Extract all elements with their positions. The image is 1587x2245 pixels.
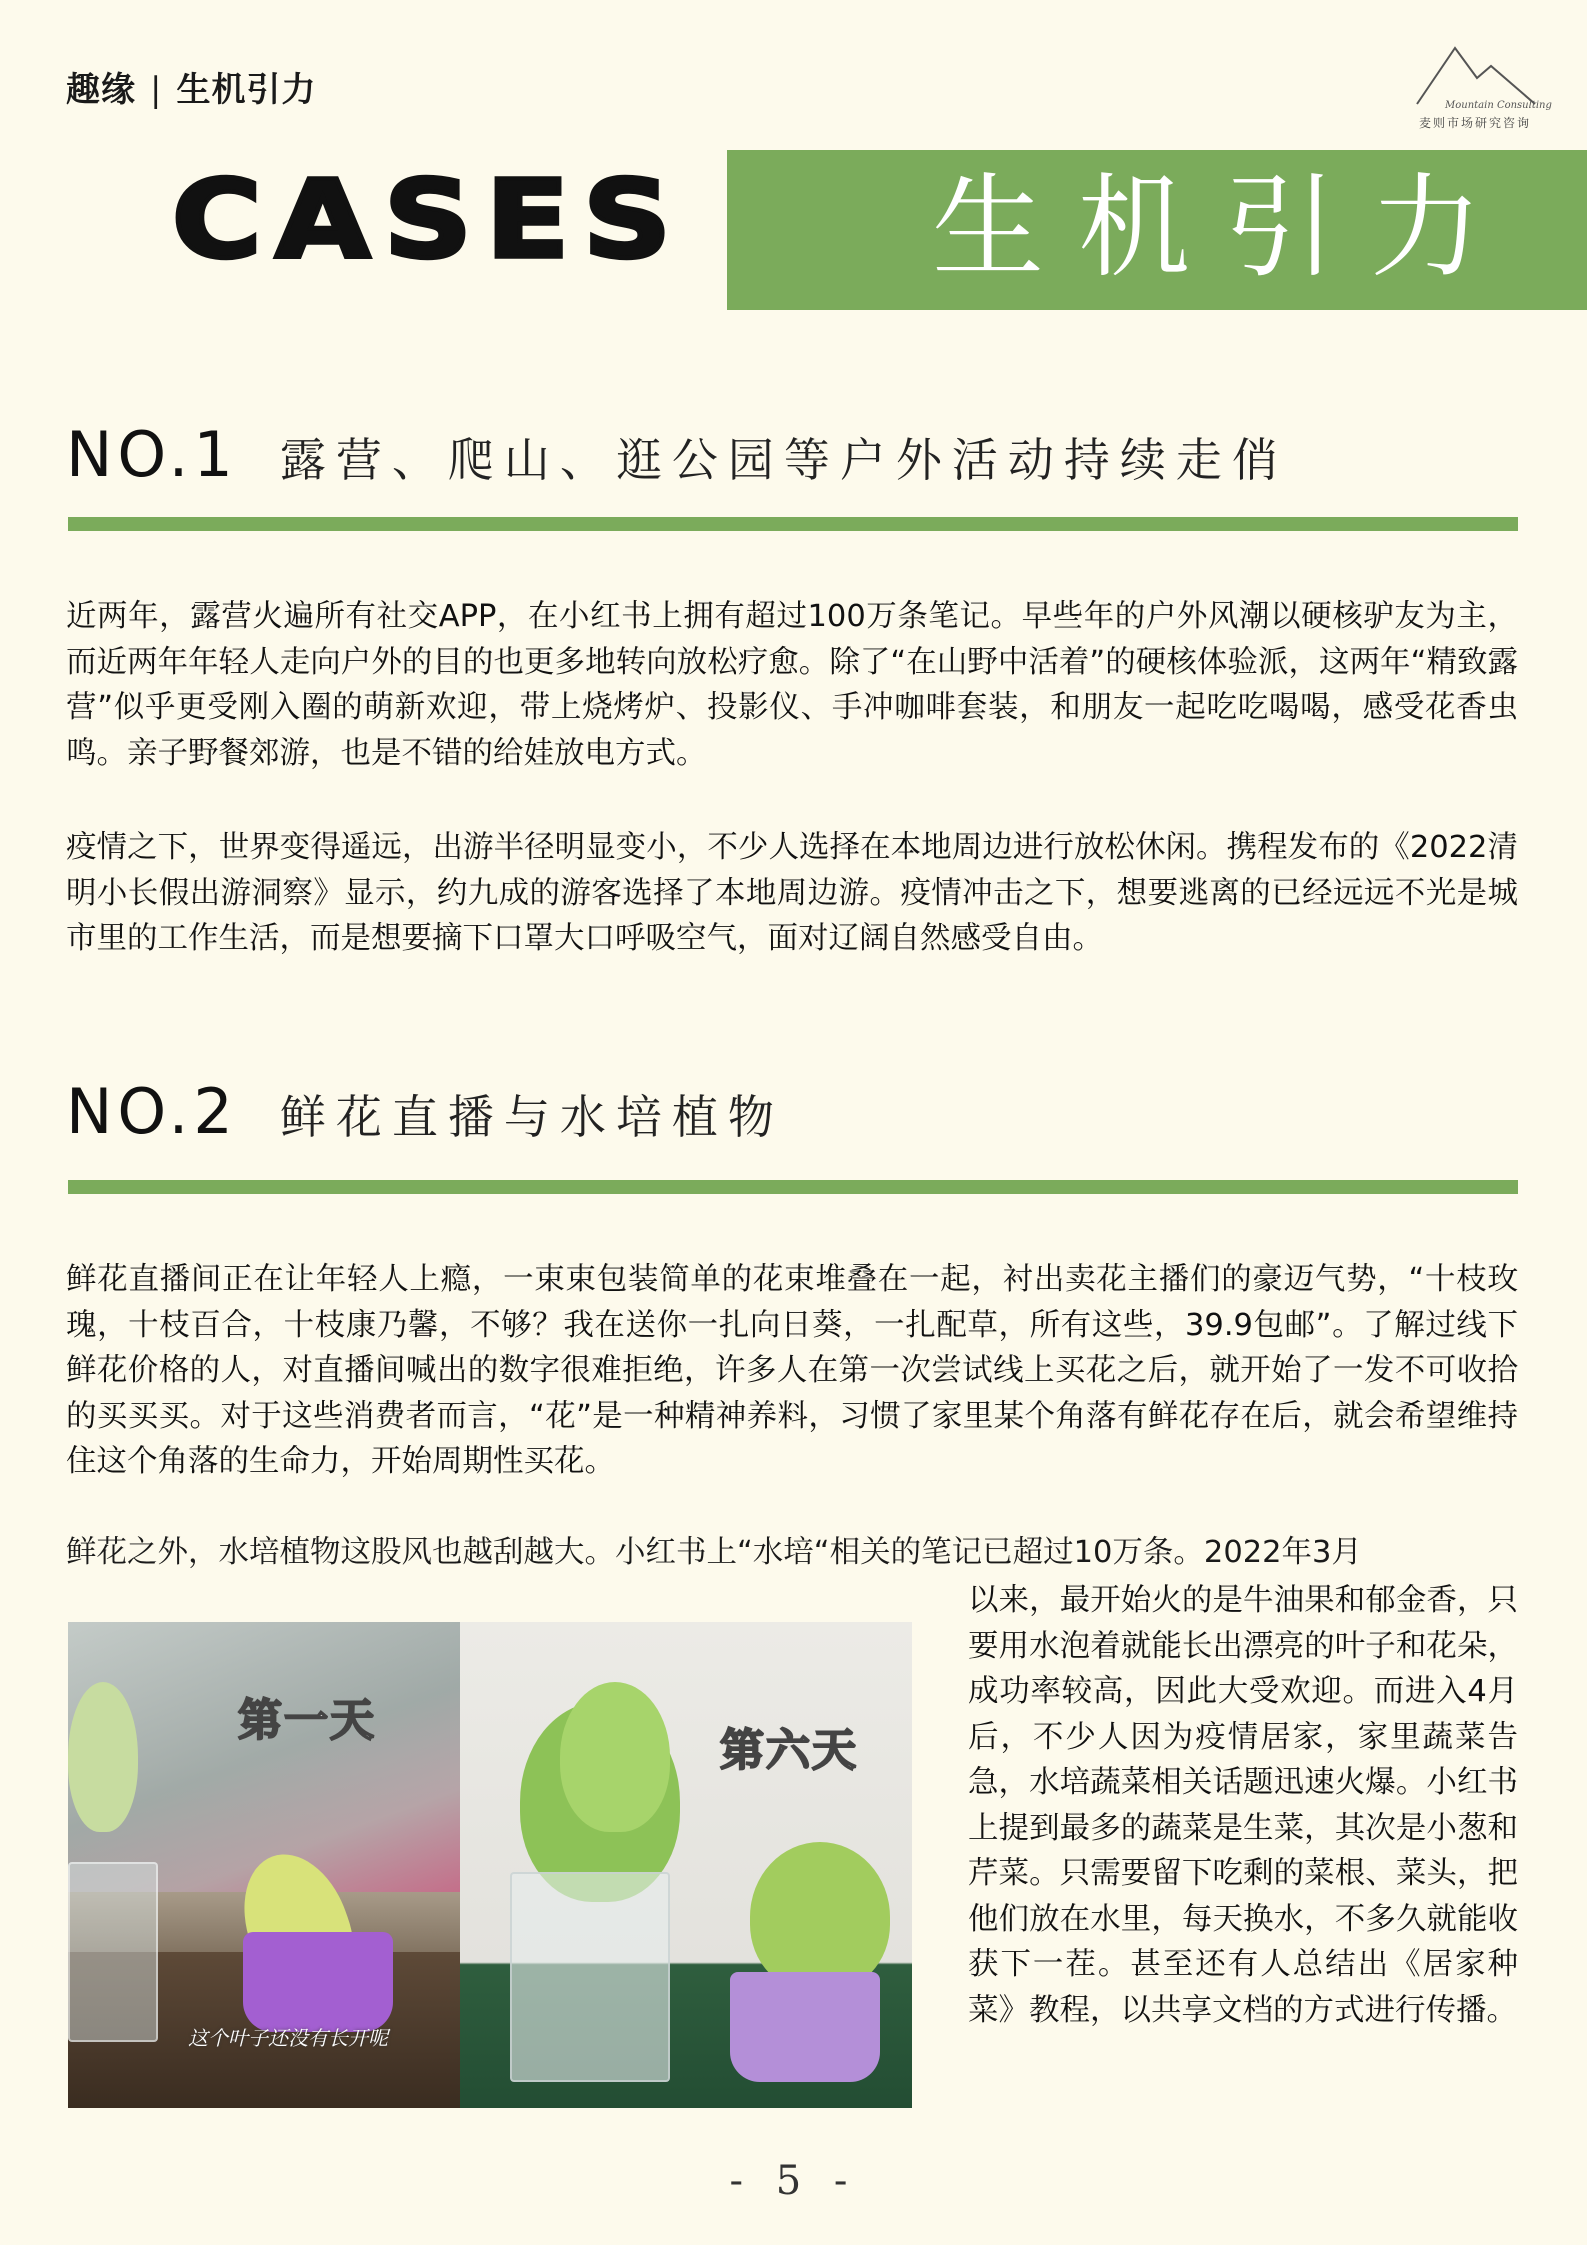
section-2-paragraph-2-body: 以来，最开始火的是牛油果和郁金香，只要用水泡着就能长出漂亮的叶子和花朵，成功率较高，因此大受欢迎。而进入4月后，不少人因为疫情居家，家里蔬菜告急，水培蔬菜相关话题迅速火爆。小红书上提到最多的蔬菜是生菜，其次是小葱和芹菜。只需要留下吃剩的菜根、菜头，把他们放在水里，每天换水，不多久就能收获下一茬。甚至还有人总结出《居家种菜》教程，以共享文档的方式进行传播。 [968, 1583, 1518, 2028]
section-1-heading [66, 418, 1288, 491]
section-2-divider [68, 1180, 1518, 1194]
section-1-divider [68, 517, 1518, 531]
section-2-title: 鲜花直播与水培植物 [279, 1090, 784, 1144]
photo-caption: 这个叶子还没有长开呢 [188, 2026, 388, 2050]
section-1-paragraph-2: 疫情之下，世界变得遥远，出游半径明显变小，不少人选择在本地周边进行放松休闲。携程发布的《2022清明小长假出游洞察》显示，约九成的游客选择了本地周边游。疫情冲击之下，想要逃离的已经远远不光是城市里的工作生活，而是想要摘下口罩大口呼吸空气，面对辽阔自然感受自由。 [66, 830, 1518, 956]
header-topic: 生机引力 [176, 70, 317, 110]
section-2-number: NO.2 [66, 1075, 238, 1148]
cases-title: CASES [172, 157, 686, 283]
header-label [66, 62, 316, 111]
section-1-paragraph-1: 近两年，露营火遍所有社交APP，在小红书上拥有超过100万条笔记。早些年的户外风潮以硬核驴友为主，而近两年年轻人走向户外的目的也更多地转向放松疗愈。除了“在山野中活着”的硬核体验派，这两年“精致露营”似乎更受刚入圈的萌新欢迎，带上烧烤炉、投影仪、手冲咖啡套装，和朋友一起吃吃喝喝，感受花香虫鸣。亲子野餐郊游，也是不错的给娃放电方式。 [66, 599, 1518, 771]
banner-text: 生机引力 [932, 163, 1516, 293]
section-1-number: NO.1 [66, 418, 238, 491]
section-2-paragraph-2-intro: 鲜花之外，水培植物这股风也越刮越大。小红书上“水培“相关的笔记已超过10万条。2022年3月 [66, 1535, 1362, 1570]
photo-label-day-one: 第一天 [238, 1695, 376, 1746]
photo-day-one [68, 1622, 460, 2108]
logo-script: Mountain Consulting [1445, 100, 1552, 111]
hydroponic-lettuce-photo [68, 1622, 912, 2108]
photo-label-day-six: 第六天 [720, 1725, 858, 1776]
header-separator: | [150, 70, 163, 110]
title-banner [727, 150, 1587, 310]
photo-day-six [460, 1622, 912, 2108]
logo-name: 麦则市场研究咨询 [1418, 116, 1531, 130]
section-1-title: 露营、爬山、逛公园等户外活动持续走俏 [279, 433, 1288, 487]
page-number: - 5 - [729, 2158, 858, 2204]
section-2-heading [66, 1075, 784, 1148]
header-category: 趣缘 [66, 70, 136, 110]
section-2-paragraph-1: 鲜花直播间正在让年轻人上瘾，一束束包装简单的花束堆叠在一起，衬出卖花主播们的豪迈气势，“十枝玫瑰，十枝百合，十枝康乃馨，不够？我在送你一扎向日葵，一扎配草，所有这些，39.9包邮”。了解过线下鲜花价格的人，对直播间喊出的数字很难拒绝，许多人在第一次尝试线上买花之后，就开始了一发不可收拾的买买买。对于这些消费者而言，“花”是一种精神养料，习惯了家里某个角落有鲜花存在后，就会希望维持住这个角落的生命力，开始周期性买花。 [66, 1262, 1518, 1479]
